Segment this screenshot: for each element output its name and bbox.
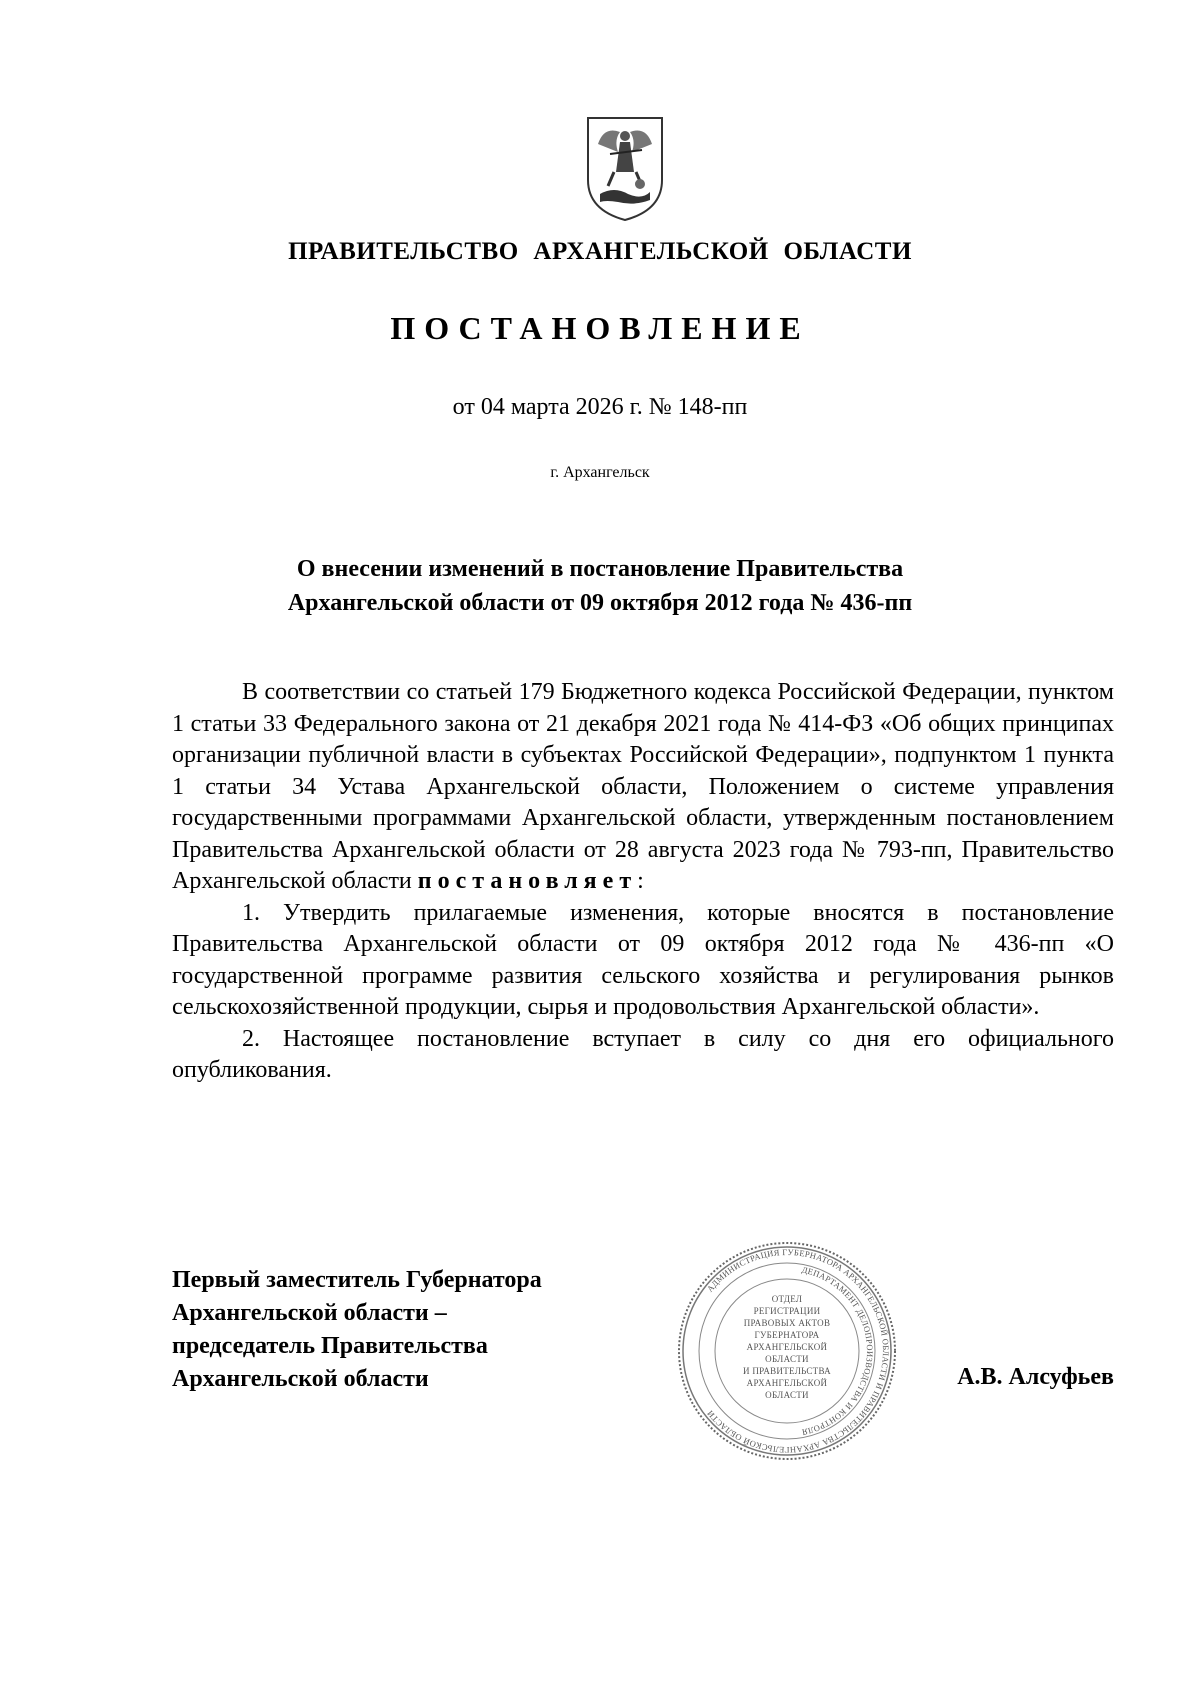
item-1-paragraph: 1. Утвердить прилагаемые изменения, которые вносятся в постановление Правительства Архангельской области от 09 октября 2012 года № 436-пп «О государственной программе развития сельского хозяйства и регулирования рынков сельскохозяйственной продукции, сырья и продовольствия Архангельской области». (172, 899, 1114, 1020)
official-seal (676, 1240, 898, 1462)
document-dateline: от 04 марта 2026 г. № 148-пп (452, 394, 748, 420)
preamble-paragraph (172, 677, 1114, 898)
document-type: ПОСТАНОВЛЕНИЕ (390, 310, 810, 346)
document-body (172, 677, 1114, 1087)
document-city: г. Архангельск (550, 464, 650, 481)
subject-line-2: Архангельской области от 09 октября 2012 года № 436-пп (287, 590, 913, 616)
seal-line-8: АРХАНГЕЛЬСКОЙ (746, 1378, 828, 1388)
seal-line-5: АРХАНГЕЛЬСКОЙ (746, 1342, 828, 1352)
signer-name: А.В. Алсуфьев (957, 1364, 1114, 1390)
seal-line-2: РЕГИСТРАЦИИ (753, 1306, 821, 1316)
signer-title (172, 1264, 652, 1396)
seal-outer-ring-text: АДМИНИСТРАЦИЯ ГУБЕРНАТОРА АРХАНГЕЛЬСКОЙ ОБЛАСТИ И ПРАВИТЕЛЬСТВА АРХАНГЕЛЬСКОЙ ОБЛАСТИ (704, 1246, 892, 1456)
coat-of-arms-icon (584, 114, 666, 224)
subject-line-1: О внесении изменений в постановление Правительства (296, 556, 904, 582)
seal-inner-ring-text: ДЕПАРТАМЕНТ ДЕЛОПРОИЗВОДСТВА И КОНТРОЛЯ (800, 1264, 876, 1438)
seal-line-6: ОБЛАСТИ (765, 1354, 809, 1364)
signer-title-line-4: Архангельской области (172, 1366, 429, 1392)
government-name: ПРАВИТЕЛЬСТВО АРХАНГЕЛЬСКОЙ ОБЛАСТИ (288, 238, 912, 265)
decree-word: постановляет (417, 868, 638, 894)
seal-line-3: ПРАВОВЫХ АКТОВ (743, 1318, 831, 1328)
signer-title-line-3: председатель Правительства (172, 1333, 488, 1359)
signer-title-line-1: Первый заместитель Губернатора (172, 1267, 542, 1293)
item-2-paragraph: 2. Настоящее постановление вступает в силу со дня его официального опубликования. (172, 1025, 1114, 1083)
document-subject (0, 552, 1200, 620)
decree-colon: : (637, 868, 644, 894)
preamble-text: В соответствии со статьей 179 Бюджетного кодекса Российской Федерации, пунктом 1 статьи 33 Федерального закона от 21 декабря 2021 года № 414-ФЗ «Об общих принципах организации публичной власти в субъектах Российской Федерации», подпунктом 1 пункта 1 статьи 34 Устава Архангельской области, Положением о системе управления государственными программами Архангельской области, утвержденным постановлением Правительства Архангельской области от 28 августа 2023 года № 793-пп, Правительство Архангельской области (172, 679, 1114, 894)
seal-line-4: ГУБЕРНАТОРА (754, 1330, 820, 1340)
seal-line-1: ОТДЕЛ (771, 1294, 803, 1304)
seal-line-7: И ПРАВИТЕЛЬСТВА (743, 1366, 831, 1376)
seal-line-9: ОБЛАСТИ (765, 1390, 809, 1400)
signer-title-line-2: Архангельской области – (172, 1300, 447, 1326)
